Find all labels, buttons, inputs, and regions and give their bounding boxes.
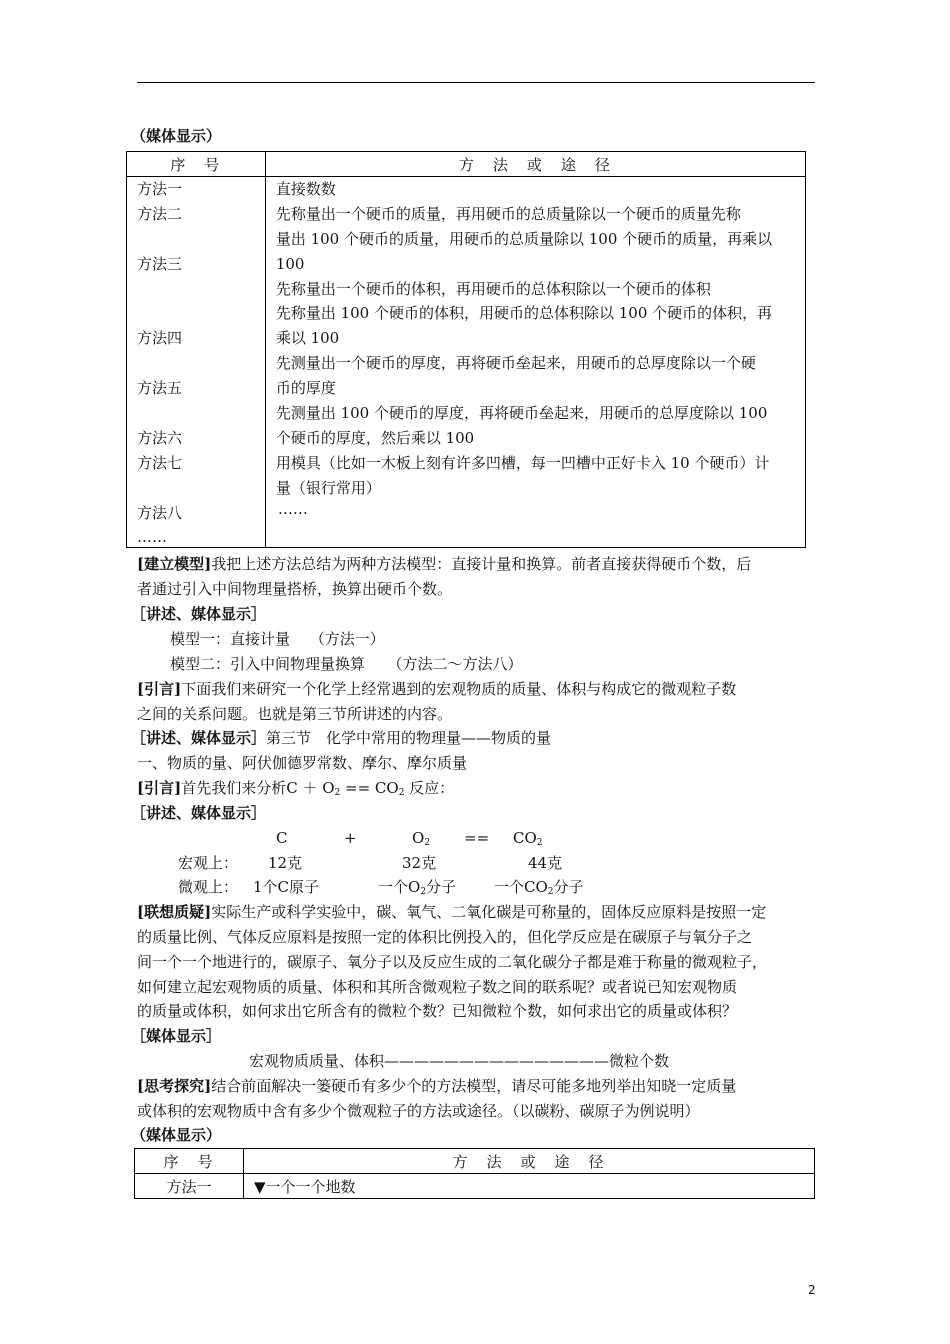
equation-co2: $CO_2$: [513, 829, 543, 848]
explore-tag: [思考探究]: [137, 1077, 212, 1095]
equation-c: C: [276, 829, 288, 847]
methods-table-body: [127, 177, 806, 548]
col-header-number: 序 号: [135, 1149, 244, 1174]
macro-co2-mass: 44克: [528, 854, 563, 872]
method-label: 方法三: [137, 255, 183, 273]
page-number: 2: [808, 1283, 816, 1297]
question-line: 间一个一个地进行的，碳原子、氧分子以及反应生成的二氧化碳分子都是难于称量的微观粒子，: [137, 953, 768, 971]
media-display-label-2: （媒体显示）: [131, 1126, 222, 1144]
equation-plus: +: [344, 829, 357, 847]
question-paragraph: [137, 902, 766, 922]
macro-label: 宏观上：: [178, 854, 239, 872]
method-label: 方法七: [137, 454, 183, 472]
method-text: ……: [277, 500, 308, 518]
model-one: 模型一：直接计量 （方法一）: [170, 630, 385, 648]
method-text: 乘以 100: [275, 329, 340, 347]
micro-label: 微观上：: [178, 878, 239, 896]
method-label: 方法一: [137, 180, 183, 198]
micro-co2-molecule: 一个$CO_2$分子: [494, 878, 584, 897]
question-tag: [联想质疑]: [137, 903, 212, 921]
col-header-method: 方 法 或 途 径: [265, 152, 805, 177]
talk-label-3: ［讲述、媒体显示］: [131, 804, 267, 822]
table-row: [135, 1174, 815, 1199]
methods-table: [126, 151, 806, 548]
method-label: 方法五: [137, 379, 183, 397]
intro-tag: [引言]: [137, 779, 182, 797]
method-text: ▼一个一个地数: [244, 1174, 815, 1199]
method-label: 方法六: [137, 429, 183, 447]
equation-o2: $O_2$: [412, 829, 431, 848]
header-rule: [137, 82, 815, 83]
question-line: 的质量或体积，如何求出它所含有的微粒个数？已知微粒个数，如何求出它的质量或体积？: [137, 1002, 738, 1020]
method-text: 先测量出一个硬币的厚度，再将硬币垒起来，用硬币的总厚度除以一个硬: [275, 354, 756, 372]
col-header-number: 序 号: [127, 152, 266, 177]
talk-label-1: ［讲述、媒体显示］: [131, 605, 267, 623]
section-title: 第三节 化学中常用的物理量——物质的量: [266, 729, 552, 747]
method-text: 量（银行常用）: [275, 479, 381, 497]
method-text: 个硬币的厚度，然后乘以 100: [275, 429, 475, 447]
model-line-1: 我把上述方法总结为两种方法模型：直接计量和换算。前者直接获得硬币个数，后: [211, 555, 752, 573]
method-text: 量出 100 个硬币的质量，用硬币的总质量除以 100 个硬币的质量，再乘以: [275, 230, 773, 248]
methods-table-2: [134, 1148, 815, 1199]
intro-tag: [引言]: [137, 680, 182, 698]
method-label: 方法一: [135, 1174, 244, 1199]
equation-equals: ==: [464, 829, 490, 847]
model-line-2: 者通过引入中间物理量搭桥，换算出硬币个数。: [137, 580, 453, 598]
section-heading: 一、物质的量、阿伏伽德罗常数、摩尔、摩尔质量: [137, 754, 468, 772]
methods-table-header: [127, 152, 806, 177]
intro-line-1: 下面我们来研究一个化学上经常遇到的宏观物质的质量、体积与构成它的微观粒子数: [181, 680, 737, 698]
model-paragraph: [137, 554, 751, 574]
macro-c-mass: 12克: [268, 854, 303, 872]
question-line: 实际生产或科学实验中，碳、氧气、二氧化碳是可称量的，固体反应原料是按照一定: [211, 903, 767, 921]
intro-paragraph-2: [引言]首先我们来分析$C + O_2 == CO_2$ 反应：: [137, 779, 455, 798]
relation-line: 宏观物质质量、体积———————————————微粒个数: [249, 1052, 670, 1070]
method-text: 用模具（比如一木板上刻有许多凹槽，每一凹槽中正好卡入 10 个硬币）计: [275, 454, 770, 472]
method-number-column: [127, 177, 265, 547]
intro-paragraph-1: [137, 679, 736, 699]
col-header-method: 方 法 或 途 径: [244, 1149, 815, 1174]
explore-paragraph: [137, 1076, 736, 1096]
method-text: 先测量出 100 个硬币的厚度，再将硬币垒起来，用硬币的总厚度除以 100: [275, 404, 768, 422]
methods-table-2-header: [135, 1149, 815, 1174]
model-tag: [建立模型]: [137, 555, 212, 573]
method-label: 方法二: [137, 205, 183, 223]
method-text: 先称量出一个硬币的质量，再用硬币的总质量除以一个硬币的质量先称: [275, 205, 741, 223]
talk-paragraph-2: [131, 728, 551, 748]
talk-tag: ［讲述、媒体显示］: [131, 729, 267, 747]
method-text: 直接数数: [275, 180, 336, 198]
method-label: ……: [137, 528, 167, 546]
explore-line-2: 或体积的宏观物质中含有多少个微观粒子的方法或途径。（以碳粉、碳原子为例说明）: [137, 1102, 700, 1120]
question-line: 如何建立起宏观物质的质量、体积和其所含微观粒子数之间的联系呢？或者说已知宏观物质: [137, 978, 738, 996]
macro-o2-mass: 32克: [402, 854, 437, 872]
method-text: 币的厚度: [275, 379, 336, 397]
method-text: 先称量出一个硬币的体积，再用硬币的总体积除以一个硬币的体积: [275, 280, 711, 298]
method-description-column: [266, 177, 805, 547]
media-label-2: ［媒体显示］: [131, 1027, 222, 1045]
micro-c-atom: 1个C原子: [253, 878, 320, 896]
question-line: 的质量比例、气体反应原料是按照一定的体积比例投入的，但化学反应是在碳原子与氧分子之: [137, 928, 753, 946]
media-display-label-1: （媒体显示）: [131, 127, 222, 145]
method-label: 方法八: [137, 504, 183, 522]
method-label: 方法四: [137, 329, 183, 347]
method-text: 100: [275, 255, 305, 273]
method-text: 先称量出 100 个硬币的体积，用硬币的总体积除以 100 个硬币的体积，再: [275, 304, 773, 322]
explore-line-1: 结合前面解决一篓硬币有多少个的方法模型，请尽可能多地列举出知晓一定质量: [211, 1077, 737, 1095]
intro-line-2: 之间的关系问题。也就是第三节所讲述的内容。: [137, 705, 453, 723]
model-two: 模型二：引入中间物理量换算 （方法二～方法八）: [170, 655, 523, 673]
micro-o2-molecule: 一个$O_2$分子: [378, 878, 457, 897]
